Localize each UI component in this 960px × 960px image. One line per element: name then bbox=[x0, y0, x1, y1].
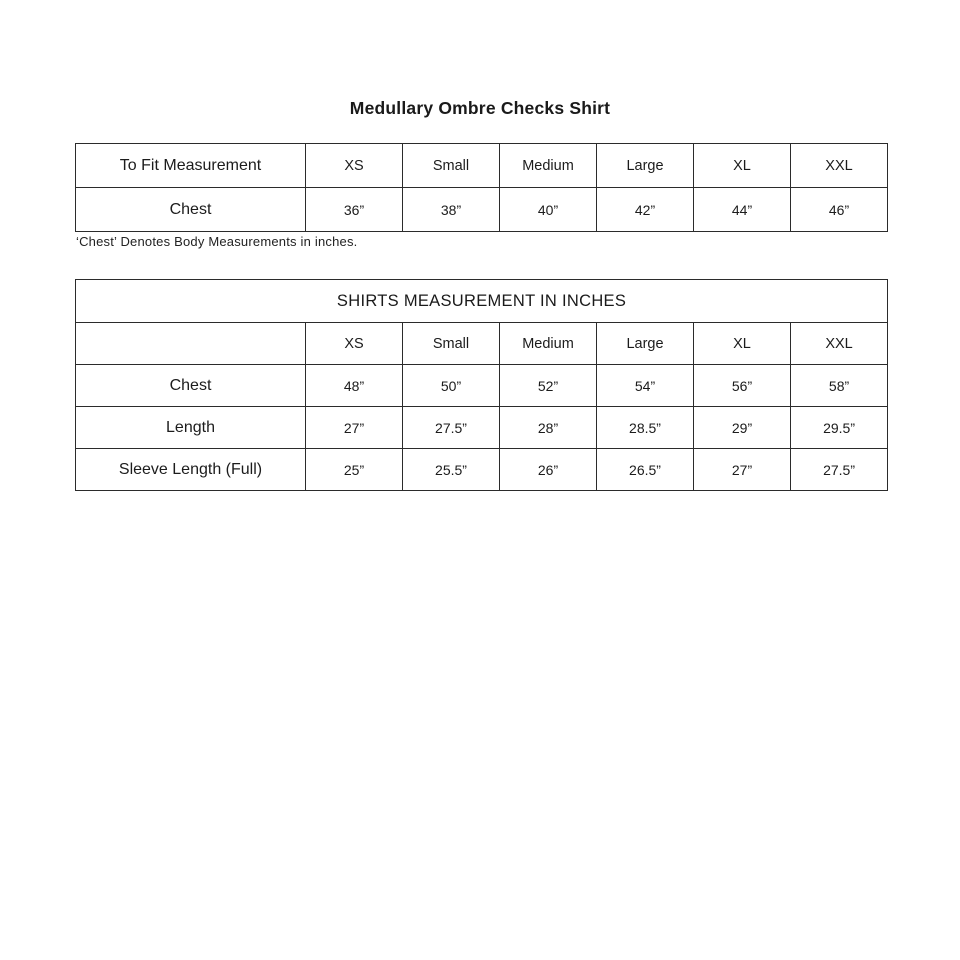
chest-value-xl: 44” bbox=[694, 188, 791, 232]
length-value-xxl: 29.5” bbox=[791, 407, 888, 449]
row-label-sleeve-length: Sleeve Length (Full) bbox=[76, 449, 306, 491]
size-header-medium: Medium bbox=[500, 144, 597, 188]
table-title-row bbox=[76, 280, 888, 323]
size-header-xl: XL bbox=[694, 323, 791, 365]
table-row bbox=[76, 407, 888, 449]
length-value-small: 27.5” bbox=[403, 407, 500, 449]
size-header-xl: XL bbox=[694, 144, 791, 188]
chest-value-xxl: 58” bbox=[791, 365, 888, 407]
row-label-chest: Chest bbox=[76, 188, 306, 232]
sleeve-value-xs: 25” bbox=[306, 449, 403, 491]
size-header-xxl: XXL bbox=[791, 144, 888, 188]
length-value-xl: 29” bbox=[694, 407, 791, 449]
shirts-measurement-table bbox=[75, 279, 888, 491]
page-title: Medullary Ombre Checks Shirt bbox=[349, 98, 611, 118]
length-value-large: 28.5” bbox=[597, 407, 694, 449]
chest-value-large: 54” bbox=[597, 365, 694, 407]
chest-value-medium: 52” bbox=[500, 365, 597, 407]
size-header-small: Small bbox=[403, 323, 500, 365]
chest-value-xxl: 46” bbox=[791, 188, 888, 232]
chest-value-small: 38” bbox=[403, 188, 500, 232]
table-header-row bbox=[76, 323, 888, 365]
size-header-xs: XS bbox=[306, 144, 403, 188]
size-header-large: Large bbox=[597, 323, 694, 365]
chest-value-xs: 48” bbox=[306, 365, 403, 407]
table-row bbox=[76, 449, 888, 491]
sleeve-value-large: 26.5” bbox=[597, 449, 694, 491]
sleeve-value-medium: 26” bbox=[500, 449, 597, 491]
chest-value-xl: 56” bbox=[694, 365, 791, 407]
chest-value-small: 50” bbox=[403, 365, 500, 407]
row-label-chest: Chest bbox=[76, 365, 306, 407]
size-header-small: Small bbox=[403, 144, 500, 188]
size-header-medium: Medium bbox=[500, 323, 597, 365]
shirts-table-title: SHIRTS MEASUREMENT IN INCHES bbox=[76, 280, 888, 323]
fit-table-header-label: To Fit Measurement bbox=[76, 144, 306, 188]
chest-value-xs: 36” bbox=[306, 188, 403, 232]
sleeve-value-small: 25.5” bbox=[403, 449, 500, 491]
table-header-row bbox=[76, 144, 888, 188]
length-value-xs: 27” bbox=[306, 407, 403, 449]
table-row bbox=[76, 365, 888, 407]
size-header-xxl: XXL bbox=[791, 323, 888, 365]
size-header-xs: XS bbox=[306, 323, 403, 365]
chest-note: ‘Chest’ Denotes Body Measurements in inches. bbox=[76, 234, 358, 249]
sleeve-value-xxl: 27.5” bbox=[791, 449, 888, 491]
to-fit-measurement-table bbox=[75, 143, 888, 232]
sleeve-value-xl: 27” bbox=[694, 449, 791, 491]
chest-value-large: 42” bbox=[597, 188, 694, 232]
table-row bbox=[76, 188, 888, 232]
empty-header-cell bbox=[76, 323, 306, 365]
chest-value-medium: 40” bbox=[500, 188, 597, 232]
size-header-large: Large bbox=[597, 144, 694, 188]
length-value-medium: 28” bbox=[500, 407, 597, 449]
row-label-length: Length bbox=[76, 407, 306, 449]
